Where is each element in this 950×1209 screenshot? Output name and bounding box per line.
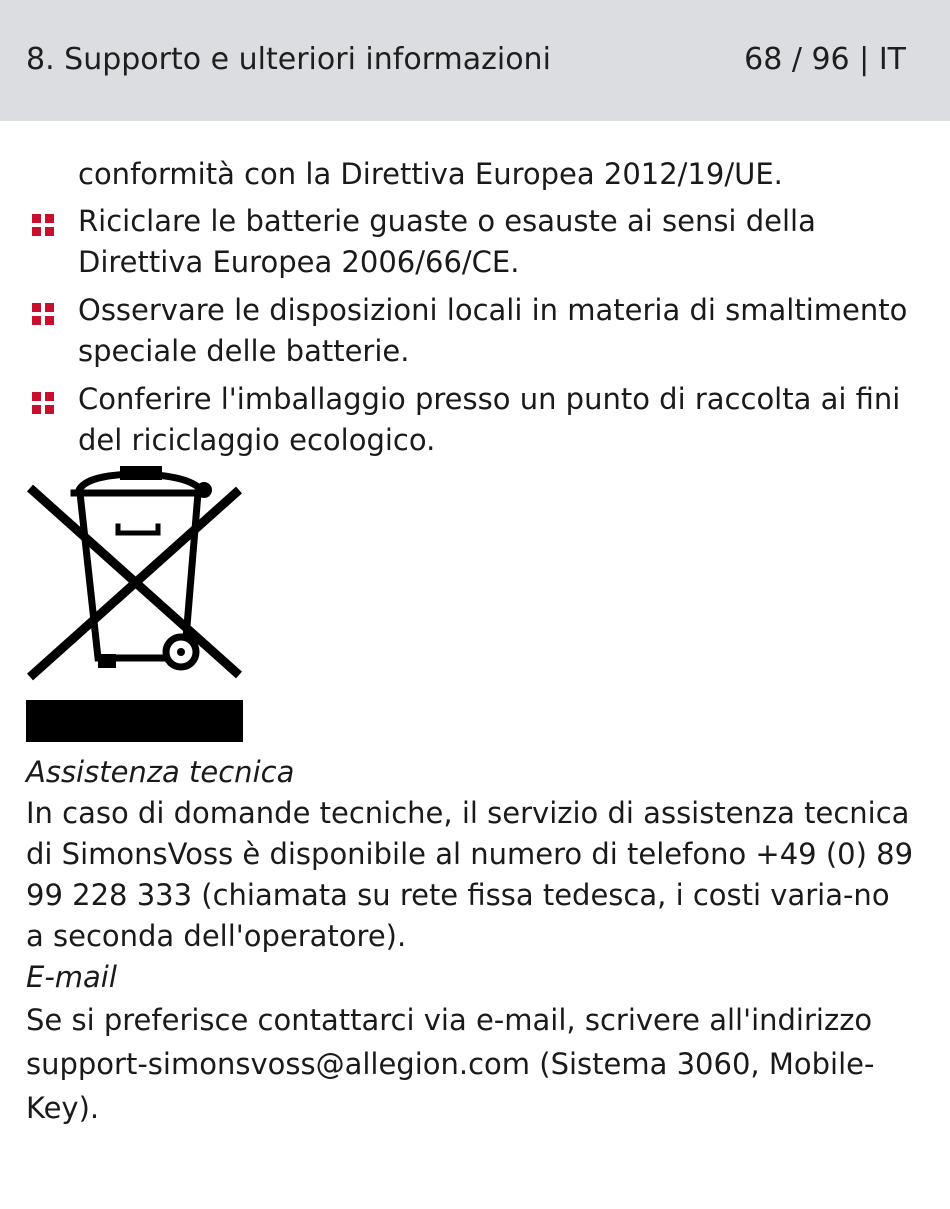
- red-square-bullet-icon: [32, 303, 54, 325]
- list-item-text: Osservare le disposizioni locali in materia di smaltimento speciale delle batterie.: [78, 293, 908, 368]
- support-info: [26, 752, 916, 1130]
- list-item-text: Conferire l'imballaggio presso un punto di raccolta ai fini del riciclaggio ecologico.: [78, 382, 901, 457]
- crossed-out-bin-icon: [26, 463, 244, 743]
- red-square-bullet-icon: [32, 392, 54, 414]
- support-heading: Assistenza tecnica: [26, 755, 295, 789]
- disposal-content: [26, 154, 916, 468]
- page-number: 68 / 96 | IT: [744, 42, 906, 77]
- email-heading: E-mail: [26, 960, 117, 994]
- email-text: Se si preferisce contattarci via e-mail, scrivere all'indirizzo support-simonsvoss@allegion.com (Sistema 3060, Mobile-Key).: [26, 1003, 875, 1125]
- page-header: [0, 0, 950, 121]
- support-text: In caso di domande tecniche, il servizio di assistenza tecnica di SimonsVoss è disponibile al numero di telefono +49 (0) 89 99 228 333 (chiamata su rete fissa tedesca, i costi varia-no a seconda dell'operatore).: [26, 796, 914, 953]
- red-square-bullet-icon: [32, 214, 54, 236]
- list-item: [26, 290, 916, 372]
- section-title: 8. Supporto e ulteriori informazioni: [26, 42, 551, 77]
- list-item-text: Riciclare le batterie guaste o esauste ai sensi della Direttiva Europea 2006/66/CE.: [78, 204, 816, 279]
- continuation-text: conformità con la Direttiva Europea 2012/19/UE.: [78, 157, 783, 191]
- list-item: [26, 379, 916, 461]
- list-item: [26, 201, 916, 283]
